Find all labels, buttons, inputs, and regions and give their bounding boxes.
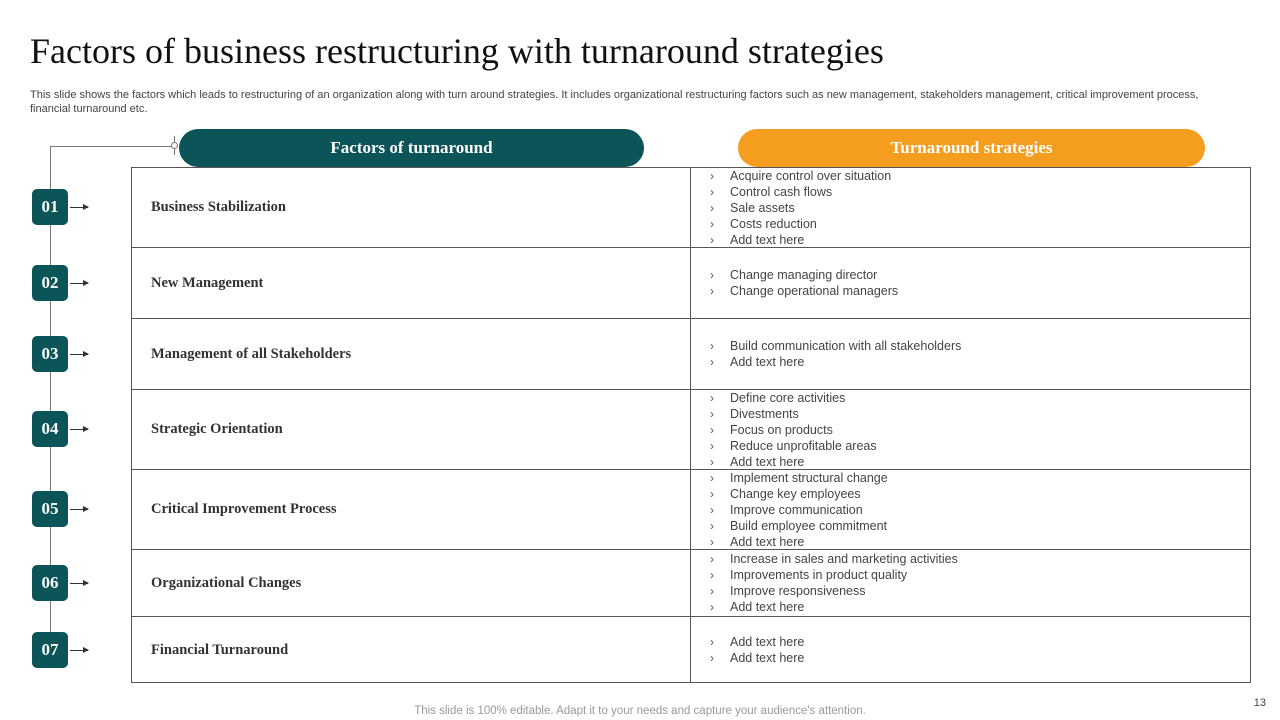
strategy-item	[710, 200, 1250, 216]
arrow-right-icon	[70, 509, 88, 510]
strategy-item	[710, 267, 1250, 283]
chevron-right-icon: ›	[710, 438, 714, 453]
chevron-right-icon: ›	[710, 422, 714, 437]
strategy-text: Change key employees	[730, 486, 861, 501]
chevron-right-icon: ›	[710, 518, 714, 533]
strategy-text: Implement structural change	[730, 470, 888, 485]
strategy-text: Add text here	[730, 635, 805, 649]
strategy-text: Acquire control over situation	[730, 168, 892, 183]
strategy-text: Improve responsiveness	[730, 584, 866, 598]
strategy-item	[710, 634, 1250, 650]
strategy-text: Control cash flows	[730, 184, 833, 199]
factor-label: New Management	[132, 248, 691, 318]
row-number-badge: 06	[32, 565, 68, 601]
table-row	[132, 168, 1250, 247]
row-number-badge: 05	[32, 491, 68, 527]
chevron-right-icon: ›	[710, 339, 714, 353]
strategy-text: Costs reduction	[730, 216, 817, 231]
strategy-item	[710, 502, 1250, 518]
strategy-list	[691, 617, 1250, 683]
strategy-text: Add text here	[730, 600, 805, 614]
strategy-text: Add text here	[730, 651, 805, 665]
chevron-right-icon: ›	[710, 651, 714, 665]
strategy-item	[710, 232, 1250, 248]
strategy-item	[710, 599, 1250, 615]
strategy-text: Build employee commitment	[730, 518, 888, 533]
strategy-text: Change operational managers	[730, 284, 899, 298]
factors-table	[131, 167, 1251, 683]
chevron-right-icon: ›	[710, 390, 714, 405]
chevron-right-icon: ›	[710, 216, 714, 231]
arrow-right-icon	[70, 429, 88, 430]
chevron-right-icon: ›	[710, 534, 714, 549]
factor-label: Critical Improvement Process	[132, 470, 691, 549]
strategy-item	[710, 338, 1250, 354]
chevron-right-icon: ›	[710, 454, 714, 469]
strategy-text: Change managing director	[730, 268, 878, 282]
chevron-right-icon: ›	[710, 600, 714, 614]
factors-header: Factors of turnaround	[179, 129, 644, 167]
strategy-item	[710, 534, 1250, 550]
factor-label: Management of all Stakeholders	[132, 319, 691, 389]
strategy-item	[710, 650, 1250, 666]
strategy-item	[710, 168, 1250, 184]
strategy-list	[691, 319, 1250, 389]
arrow-right-icon	[70, 650, 88, 651]
chevron-right-icon: ›	[710, 552, 714, 566]
strategy-list	[691, 470, 1250, 549]
factor-label: Strategic Orientation	[132, 390, 691, 469]
strategy-text: Define core activities	[730, 390, 846, 405]
strategy-text: Add text here	[730, 232, 805, 247]
row-number-badge: 04	[32, 411, 68, 447]
row-number-badge: 03	[32, 336, 68, 372]
chevron-right-icon: ›	[710, 355, 714, 369]
strategy-item	[710, 551, 1250, 567]
table-row	[132, 617, 1250, 683]
strategy-text: Reduce unprofitable areas	[730, 438, 877, 453]
factor-label: Organizational Changes	[132, 550, 691, 616]
strategy-item	[710, 486, 1250, 502]
slide-subtitle: This slide shows the factors which leads to restructuring of an organization along with turn around strategies. It includes organizational restructuring factors such as new management, stakeholders management, critical improvement process, financial turnaround etc.	[30, 89, 1199, 115]
chevron-right-icon: ›	[710, 232, 714, 247]
strategy-item	[710, 354, 1250, 370]
strategy-text: Increase in sales and marketing activities	[730, 552, 958, 566]
strategy-item	[710, 438, 1250, 454]
chevron-right-icon: ›	[710, 200, 714, 215]
arrow-right-icon	[70, 354, 88, 355]
strategy-item	[710, 583, 1250, 599]
table-row	[132, 390, 1250, 469]
slide-footer: This slide is 100% editable. Adapt it to your needs and capture your audience's attention.	[414, 705, 866, 717]
strategy-item	[710, 422, 1250, 438]
chevron-right-icon: ›	[710, 635, 714, 649]
chevron-right-icon: ›	[710, 184, 714, 199]
chevron-right-icon: ›	[710, 568, 714, 582]
chevron-right-icon: ›	[710, 168, 714, 183]
strategy-item	[710, 567, 1250, 583]
arrow-right-icon	[70, 207, 88, 208]
strategy-item	[710, 184, 1250, 200]
strategy-text: Improvements in product quality	[730, 568, 908, 582]
factor-label: Business Stabilization	[132, 168, 691, 247]
timeline-connector	[50, 146, 175, 147]
strategy-item	[710, 470, 1250, 486]
strategy-list	[691, 550, 1250, 616]
strategy-text: Build communication with all stakeholders	[730, 339, 962, 353]
chevron-right-icon: ›	[710, 502, 714, 517]
strategy-item	[710, 216, 1250, 232]
strategy-text: Add text here	[730, 355, 805, 369]
strategies-header: Turnaround strategies	[738, 129, 1205, 167]
chevron-right-icon: ›	[710, 470, 714, 485]
strategy-item	[710, 390, 1250, 406]
strategy-item	[710, 518, 1250, 534]
factor-label: Financial Turnaround	[132, 617, 691, 683]
strategy-list	[691, 390, 1250, 469]
strategy-item	[710, 454, 1250, 470]
chevron-right-icon: ›	[710, 584, 714, 598]
strategy-text: Focus on products	[730, 422, 833, 437]
connector-dot-icon	[171, 142, 178, 149]
table-row	[132, 248, 1250, 318]
chevron-right-icon: ›	[710, 406, 714, 421]
table-row	[132, 550, 1250, 616]
strategy-text: Add text here	[730, 454, 805, 469]
arrow-right-icon	[70, 583, 88, 584]
page-number: 13	[1253, 697, 1266, 709]
strategy-text: Improve communication	[730, 502, 863, 517]
strategy-item	[710, 283, 1250, 299]
table-row	[132, 470, 1250, 549]
strategy-list	[691, 168, 1250, 247]
arrow-right-icon	[70, 283, 88, 284]
slide-title: Factors of business restructuring with turnaround strategies	[30, 31, 884, 71]
strategy-list	[691, 248, 1250, 318]
strategy-text: Sale assets	[730, 200, 795, 215]
strategy-text: Add text here	[730, 534, 805, 549]
row-number-badge: 02	[32, 265, 68, 301]
row-number-badge: 01	[32, 189, 68, 225]
row-number-badge: 07	[32, 632, 68, 668]
strategy-text: Divestments	[730, 406, 799, 421]
table-row	[132, 319, 1250, 389]
chevron-right-icon: ›	[710, 268, 714, 282]
strategy-item	[710, 406, 1250, 422]
chevron-right-icon: ›	[710, 486, 714, 501]
chevron-right-icon: ›	[710, 284, 714, 298]
